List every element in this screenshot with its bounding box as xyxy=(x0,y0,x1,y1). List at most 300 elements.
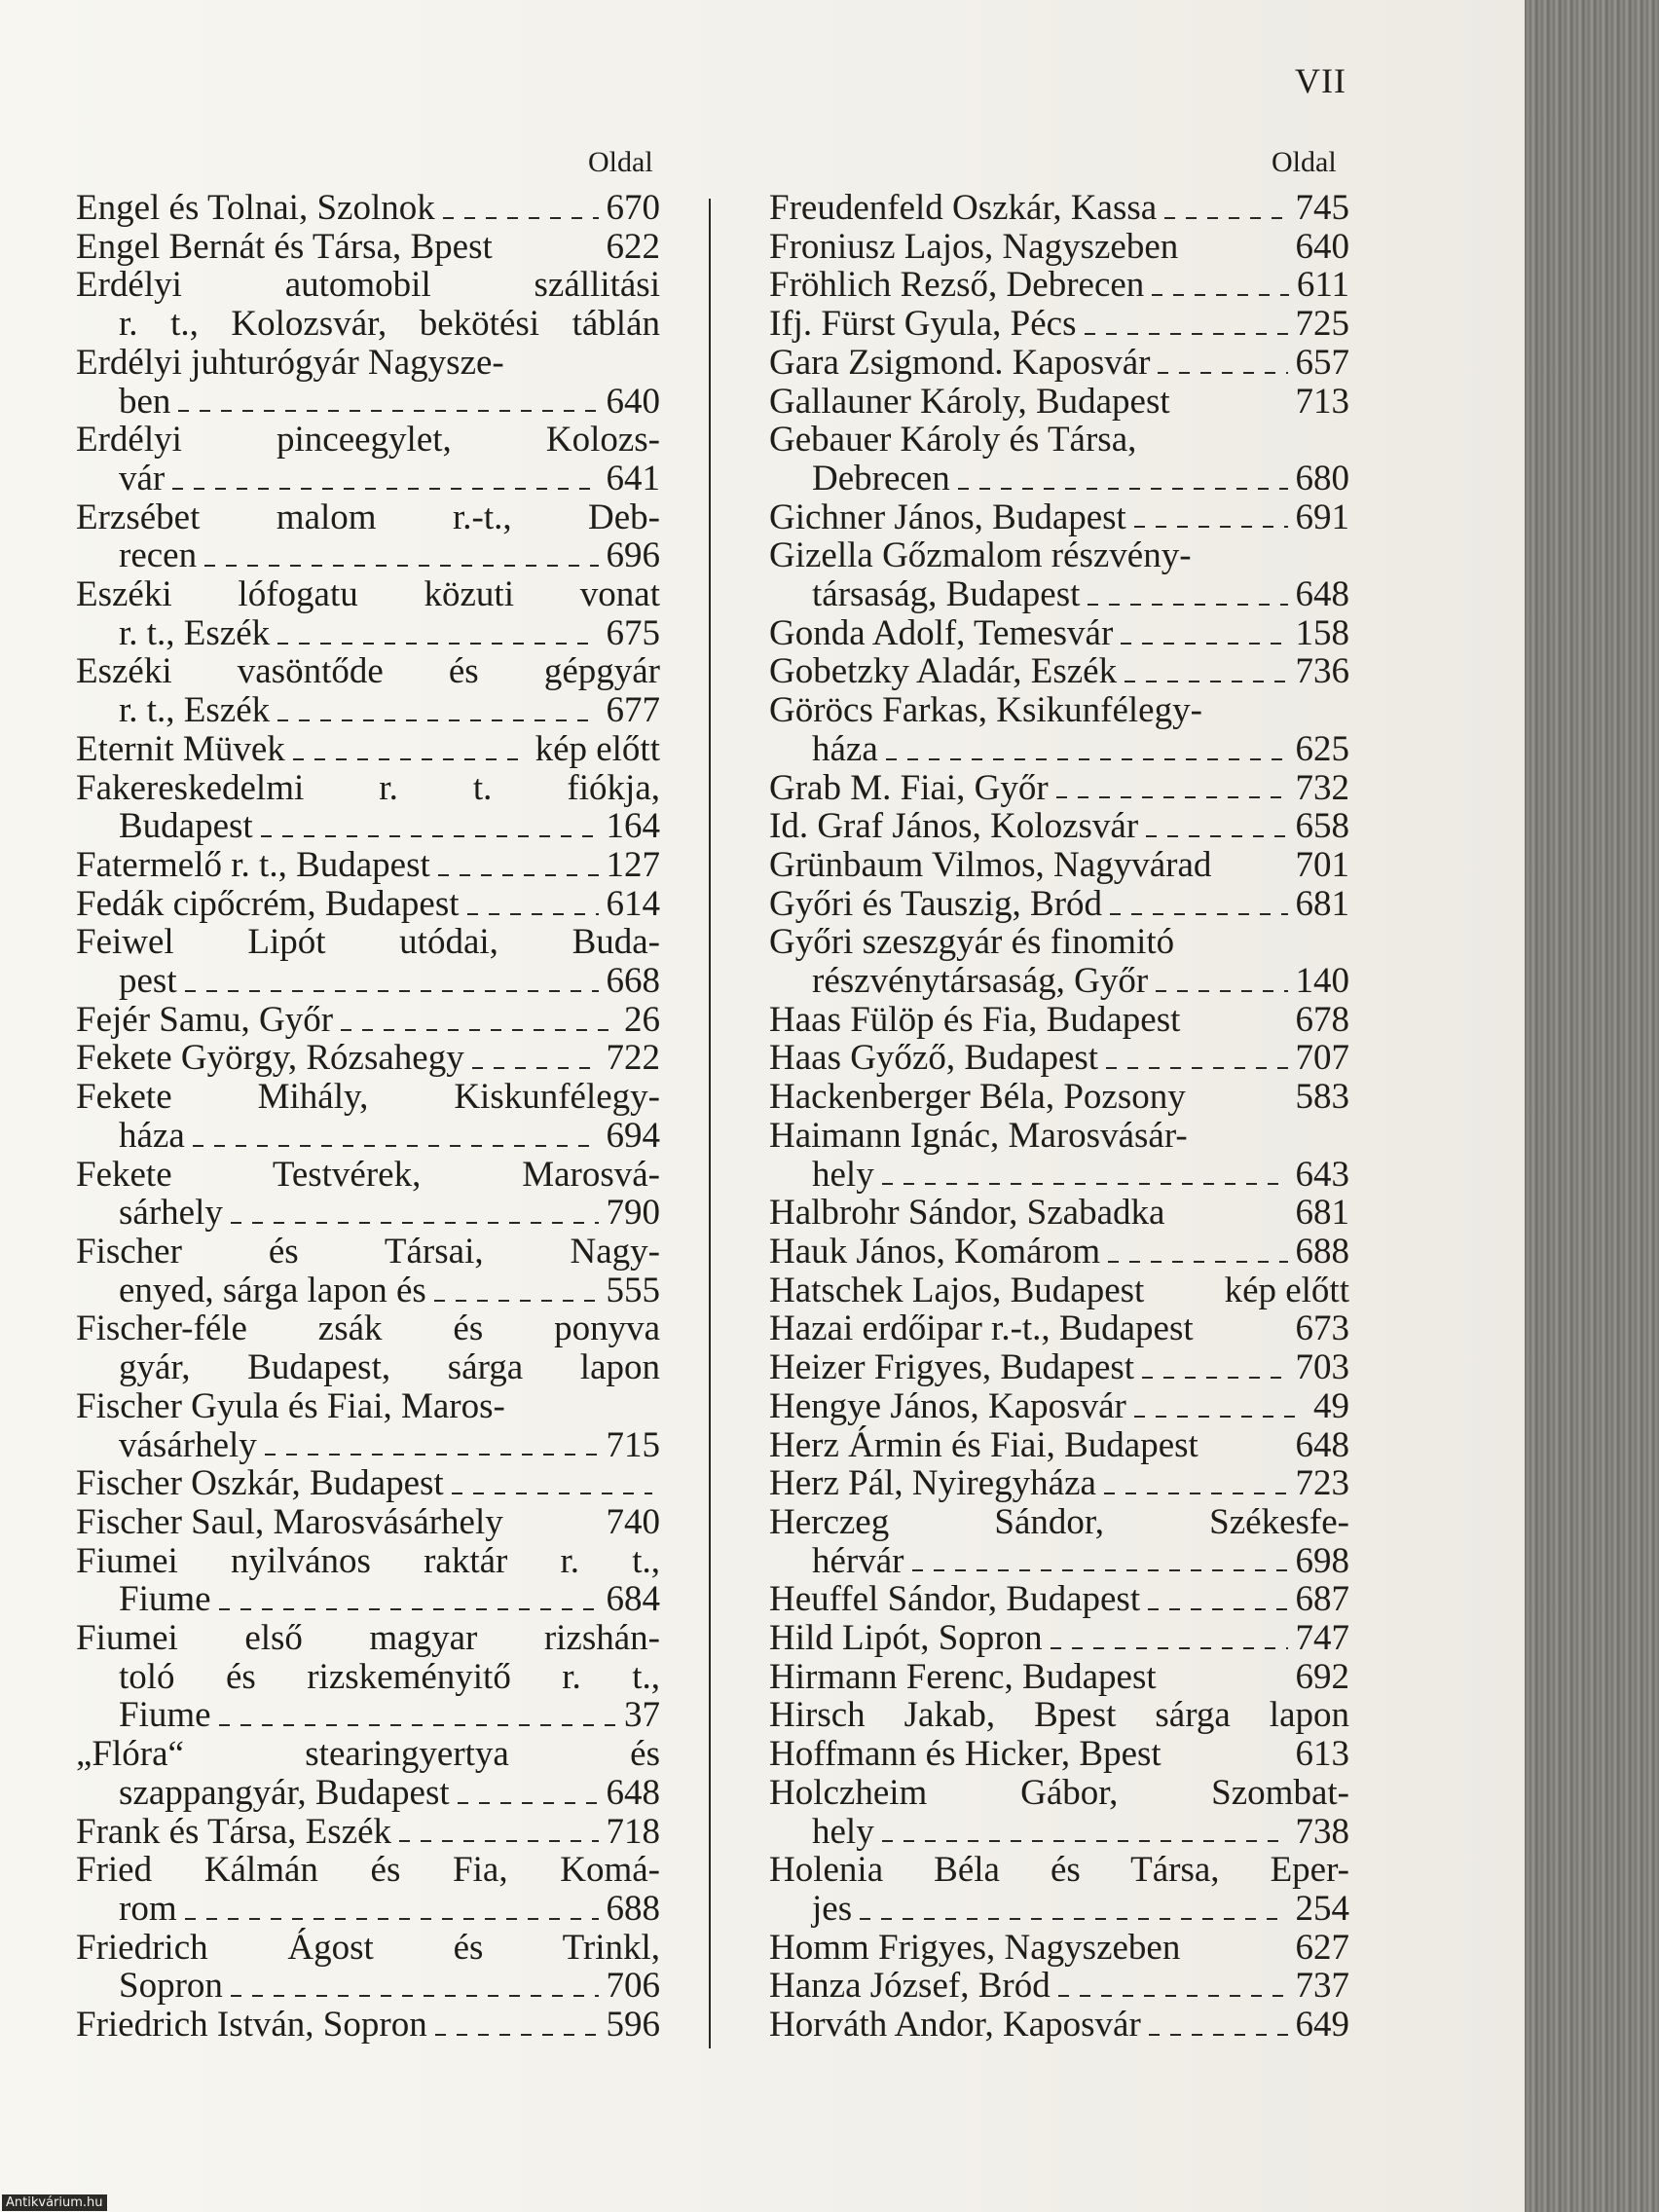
page-ref: 740 xyxy=(606,1501,660,1542)
dot-leader xyxy=(1110,909,1287,915)
page-ref: 736 xyxy=(1295,651,1349,692)
index-entry xyxy=(769,1194,1349,1233)
index-entry-line xyxy=(76,1272,660,1310)
index-entry xyxy=(769,1078,1349,1117)
page-ref: 680 xyxy=(1295,458,1349,498)
entry-name: Frank és Társa, Eszék xyxy=(76,1811,391,1852)
right-index-column xyxy=(769,189,1349,2045)
dot-leader xyxy=(219,1720,616,1726)
dot-leader xyxy=(204,561,598,567)
index-entry xyxy=(769,1735,1349,1774)
index-entry-line xyxy=(769,1117,1349,1156)
index-entry-line xyxy=(76,228,660,267)
dot-leader xyxy=(958,484,1288,490)
dot-leader xyxy=(882,1836,1288,1842)
index-entry-line xyxy=(76,305,660,344)
entry-name: ben xyxy=(119,381,171,422)
index-entry xyxy=(76,1387,660,1464)
entry-name: Fatermelő r. t., Budapest xyxy=(76,844,430,885)
page-ref: 722 xyxy=(606,1038,660,1079)
index-entry xyxy=(769,383,1349,422)
page-ref: kép előtt xyxy=(1224,1270,1349,1310)
index-entry-line xyxy=(769,421,1349,460)
page-ref: 583 xyxy=(1295,1077,1349,1118)
index-entry-line xyxy=(76,962,660,1001)
entry-name: jes xyxy=(812,1888,853,1929)
entry-name: r. t., Eszék xyxy=(119,612,271,653)
dot-leader xyxy=(1152,290,1289,296)
dot-leader xyxy=(1088,600,1287,606)
entry-name: Fakereskedelmi r. t. fiókja, xyxy=(76,767,660,808)
dot-leader xyxy=(178,406,598,412)
page-ref: 677 xyxy=(606,690,660,731)
index-entry-line xyxy=(76,807,660,846)
index-entry xyxy=(76,1813,660,1852)
index-entry xyxy=(769,266,1349,305)
entry-name: Herz Pál, Nyiregyháza xyxy=(769,1463,1096,1504)
index-entry xyxy=(769,1464,1349,1503)
index-entry xyxy=(76,1929,660,2006)
entry-name: Fiumei első magyar rizshán- xyxy=(76,1618,660,1659)
index-entry xyxy=(76,344,660,421)
entry-name: Fiume xyxy=(119,1579,211,1620)
entry-name: sárhely xyxy=(119,1193,223,1234)
book-spine-edge xyxy=(1525,0,1659,2212)
entry-name: Fekete Testvérek, Marosvá- xyxy=(76,1154,660,1195)
entry-name: r. t., Eszék xyxy=(119,690,271,731)
dot-leader xyxy=(399,1836,599,1842)
page-ref: 613 xyxy=(1295,1734,1349,1775)
index-entry-line xyxy=(76,1774,660,1813)
index-entry-line xyxy=(769,846,1349,885)
entry-name: Heizer Frigyes, Budapest xyxy=(769,1347,1135,1388)
page-ref: 555 xyxy=(606,1270,660,1310)
index-entry-line xyxy=(76,2006,660,2045)
index-entry xyxy=(769,652,1349,691)
page-ref: 723 xyxy=(1295,1463,1349,1504)
index-entry-line xyxy=(769,498,1349,537)
entry-name: „Flóra“ stearingyertya és xyxy=(76,1734,660,1775)
dot-leader xyxy=(219,1604,599,1610)
dot-leader xyxy=(452,1489,652,1494)
index-entry-line xyxy=(76,1658,660,1697)
index-entry-line xyxy=(76,691,660,730)
index-entry-line xyxy=(76,1890,660,1929)
entry-name: Hackenberger Béla, Pozsony xyxy=(769,1077,1186,1118)
entry-name: hely xyxy=(812,1811,874,1852)
index-entry-line xyxy=(769,1078,1349,1117)
index-entry-line xyxy=(769,1194,1349,1233)
index-entry xyxy=(76,1619,660,1735)
entry-name: Gichner János, Budapest xyxy=(769,497,1126,537)
index-entry-line xyxy=(769,1735,1349,1774)
index-entry-line xyxy=(76,498,660,537)
index-entry xyxy=(76,1039,660,1078)
dot-leader xyxy=(231,1991,599,1997)
index-entry xyxy=(769,1580,1349,1619)
page-ref: 164 xyxy=(606,806,660,847)
entry-name: vár xyxy=(119,458,166,498)
page-ref: 648 xyxy=(606,1772,660,1813)
dot-leader xyxy=(1085,329,1288,335)
page-ref: 688 xyxy=(606,1888,660,1929)
page-ref: 678 xyxy=(1295,999,1349,1040)
entry-name: Erdélyi pinceegylet, Kolozs- xyxy=(76,420,660,461)
entry-name: Ifj. Fürst Gyula, Pécs xyxy=(769,304,1077,345)
page-ref: 614 xyxy=(606,883,660,924)
dot-leader xyxy=(1134,1412,1306,1418)
page-ref: 692 xyxy=(1295,1656,1349,1697)
index-entry xyxy=(769,1503,1349,1580)
index-entry xyxy=(769,1387,1349,1426)
dot-leader xyxy=(467,909,599,915)
index-entry-line xyxy=(76,1233,660,1272)
index-entry-line xyxy=(769,344,1349,383)
index-entry xyxy=(76,1001,660,1040)
entry-name: Froniusz Lajos, Nagyszeben xyxy=(769,226,1179,267)
index-entry xyxy=(76,1542,660,1619)
entry-name: Hanza József, Bród xyxy=(769,1966,1051,2007)
entry-name: Hild Lipót, Sopron xyxy=(769,1618,1043,1659)
index-entry-line xyxy=(76,1194,660,1233)
index-entry-line xyxy=(769,1696,1349,1735)
index-entry-line xyxy=(769,266,1349,305)
entry-name: rom xyxy=(119,1888,177,1929)
index-entry-line xyxy=(769,1464,1349,1503)
index-entry-line xyxy=(769,1503,1349,1542)
index-entry-line xyxy=(769,1813,1349,1852)
entry-name: recen xyxy=(119,535,198,576)
dot-leader xyxy=(435,2030,599,2036)
index-entry-line xyxy=(769,923,1349,962)
dot-leader xyxy=(1051,1643,1288,1649)
entry-name: Halbrohr Sándor, Szabadka xyxy=(769,1193,1165,1234)
index-entry-line xyxy=(76,1696,660,1735)
index-entry-line xyxy=(76,189,660,228)
dot-leader xyxy=(886,755,1288,760)
entry-name: Fiumei nyilvános raktár r. t., xyxy=(76,1540,660,1581)
dot-leader xyxy=(1158,368,1287,374)
entry-name: Hatschek Lajos, Budapest xyxy=(769,1270,1145,1310)
column-divider xyxy=(709,199,711,2048)
index-entry-line xyxy=(769,614,1349,653)
page-ref: 738 xyxy=(1295,1811,1349,1852)
entry-name: Hirsch Jakab, Bpest sárga lapon xyxy=(769,1695,1349,1736)
page-ref: 140 xyxy=(1295,961,1349,1002)
index-entry-line xyxy=(76,1813,660,1852)
entry-name: Hoffmann és Hicker, Bpest xyxy=(769,1734,1161,1775)
dot-leader xyxy=(1148,1604,1287,1610)
index-entry-line xyxy=(76,536,660,575)
entry-name: Freudenfeld Oszkár, Kassa xyxy=(769,188,1158,228)
index-entry xyxy=(76,846,660,885)
entry-name: Sopron xyxy=(119,1966,223,2007)
entry-name: pest xyxy=(119,961,177,1002)
entry-name: Gizella Gőzmalom részvény- xyxy=(769,535,1192,576)
index-entry-line xyxy=(769,691,1349,730)
index-entry xyxy=(769,1851,1349,1928)
right-column-header: Oldal xyxy=(1272,146,1337,178)
dot-leader xyxy=(293,755,528,760)
page-ref: 718 xyxy=(606,1811,660,1852)
entry-name: Holczheim Gábor, Szombat- xyxy=(769,1772,1349,1813)
index-entry-line xyxy=(76,1426,660,1465)
page-ref: 725 xyxy=(1295,304,1349,345)
index-entry xyxy=(769,1309,1349,1348)
index-entry-line xyxy=(76,1503,660,1542)
index-entry xyxy=(769,614,1349,653)
dot-leader xyxy=(1146,831,1287,837)
dot-leader xyxy=(860,1914,1287,1920)
index-entry-line xyxy=(769,1233,1349,1272)
page-ref: 648 xyxy=(1295,574,1349,615)
index-entry xyxy=(769,1272,1349,1310)
index-entry-line xyxy=(769,460,1349,498)
index-entry-line xyxy=(769,1658,1349,1697)
entry-name: hérvár xyxy=(812,1540,904,1581)
entry-name: Győri szeszgyár és finomitó xyxy=(769,922,1175,963)
index-entry xyxy=(76,923,660,1000)
index-entry-line xyxy=(769,1542,1349,1581)
entry-name: Haas Győző, Budapest xyxy=(769,1038,1099,1079)
index-entry xyxy=(76,1156,660,1233)
index-entry-line xyxy=(76,1464,660,1503)
page-ref: 658 xyxy=(1295,806,1349,847)
index-entry-line xyxy=(76,1348,660,1387)
index-entry xyxy=(769,421,1349,498)
dot-leader xyxy=(438,870,599,876)
dot-leader xyxy=(1156,986,1287,992)
page-ref: 732 xyxy=(1295,767,1349,808)
page-ref: 640 xyxy=(1295,226,1349,267)
entry-name: Hirmann Ferenc, Budapest xyxy=(769,1656,1157,1697)
index-entry-line xyxy=(76,1851,660,1890)
entry-name: Grab M. Fiai, Győr xyxy=(769,767,1049,808)
left-column-header: Oldal xyxy=(588,146,653,178)
page-ref: 158 xyxy=(1295,612,1349,653)
page-ref: 703 xyxy=(1295,1347,1349,1388)
entry-name: Erdélyi automobil szállitási xyxy=(76,265,660,306)
page-ref: 596 xyxy=(606,2005,660,2046)
index-entry xyxy=(769,228,1349,267)
page-ref: 713 xyxy=(1295,381,1349,422)
index-entry xyxy=(76,498,660,575)
index-entry xyxy=(769,1774,1349,1851)
index-entry xyxy=(769,1658,1349,1697)
dot-leader xyxy=(277,639,598,645)
page-ref: 681 xyxy=(1295,1193,1349,1234)
index-entry xyxy=(76,575,660,652)
index-entry-line xyxy=(76,575,660,614)
index-entry xyxy=(769,1426,1349,1465)
page-ref: 640 xyxy=(606,381,660,422)
left-index-column xyxy=(76,189,660,2045)
entry-name: Fischer és Társai, Nagy- xyxy=(76,1231,660,1272)
index-entry xyxy=(769,807,1349,846)
index-entry xyxy=(76,421,660,498)
index-entry-line xyxy=(76,1078,660,1117)
index-entry-line xyxy=(769,575,1349,614)
index-entry-line xyxy=(76,344,660,383)
dot-leader xyxy=(1164,213,1287,219)
dot-leader xyxy=(882,1179,1288,1185)
entry-name: Haimann Ignác, Marosvásár- xyxy=(769,1115,1188,1156)
entry-name: Eszéki lófogatu közuti vonat xyxy=(76,574,660,615)
index-entry xyxy=(769,1039,1349,1078)
index-entry-line xyxy=(769,807,1349,846)
index-entry xyxy=(76,1735,660,1812)
index-entry-line xyxy=(76,652,660,691)
index-entry xyxy=(769,1233,1349,1272)
page-ref: 696 xyxy=(606,535,660,576)
index-entry xyxy=(769,344,1349,383)
index-entry-line xyxy=(76,1619,660,1658)
index-entry-line xyxy=(769,1890,1349,1929)
dot-leader xyxy=(912,1566,1288,1571)
entry-name: Erzsébet malom r.-t., Deb- xyxy=(76,497,660,537)
entry-name: Budapest xyxy=(119,806,253,847)
page-ref: 681 xyxy=(1295,883,1349,924)
page-ref: 127 xyxy=(606,844,660,885)
entry-name: Friedrich Ágost és Trinkl, xyxy=(76,1927,660,1968)
entry-name: Id. Graf János, Kolozsvár xyxy=(769,806,1139,847)
dot-leader xyxy=(443,213,599,219)
dot-leader xyxy=(1142,1373,1287,1379)
entry-name: Göröcs Farkas, Ksikunfélegy- xyxy=(769,690,1202,731)
index-entry-line xyxy=(769,730,1349,769)
dot-leader xyxy=(277,716,598,721)
index-entry xyxy=(76,2006,660,2045)
index-entry xyxy=(76,769,660,846)
page-ref: 670 xyxy=(606,188,660,228)
entry-name: Gallauner Károly, Budapest xyxy=(769,381,1170,422)
index-entry xyxy=(769,1619,1349,1658)
index-entry-line xyxy=(76,846,660,885)
page-ref: 694 xyxy=(606,1115,660,1156)
entry-name: Grünbaum Vilmos, Nagyvárad xyxy=(769,844,1212,885)
index-entry-line xyxy=(769,1387,1349,1426)
page-ref: 37 xyxy=(624,1695,660,1736)
page-ref: 668 xyxy=(606,961,660,1002)
dot-leader xyxy=(458,1798,599,1804)
page-ref: 648 xyxy=(1295,1424,1349,1465)
index-entry-line xyxy=(76,1929,660,1968)
dot-leader xyxy=(1108,1257,1287,1263)
index-entry xyxy=(76,228,660,267)
index-entry-line xyxy=(769,1001,1349,1040)
index-entry xyxy=(76,652,660,729)
dot-leader xyxy=(231,1218,599,1224)
index-entry-line xyxy=(76,1001,660,1040)
index-entry xyxy=(76,1233,660,1309)
page-ref: 707 xyxy=(1295,1038,1349,1079)
page-ref: 745 xyxy=(1295,188,1349,228)
index-entry-line xyxy=(76,923,660,962)
index-entry xyxy=(76,885,660,924)
entry-name: Friedrich István, Sopron xyxy=(76,2005,427,2046)
index-entry xyxy=(769,691,1349,768)
entry-name: Herz Ármin és Fiai, Budapest xyxy=(769,1424,1198,1465)
dot-leader xyxy=(1058,1991,1288,1997)
index-entry-line xyxy=(769,885,1349,924)
page-ref: 706 xyxy=(606,1966,660,2007)
page-ref: 26 xyxy=(624,999,660,1040)
index-entry-line xyxy=(769,1851,1349,1890)
entry-name: Herczeg Sándor, Székesfe- xyxy=(769,1501,1349,1542)
index-entry-line xyxy=(76,1580,660,1619)
index-entry-line xyxy=(76,460,660,498)
page-ref: kép előtt xyxy=(535,728,660,769)
entry-name: hely xyxy=(812,1154,874,1195)
entry-name: társaság, Budapest xyxy=(812,574,1081,615)
index-entry-line xyxy=(769,1426,1349,1465)
index-entry xyxy=(76,1503,660,1542)
index-entry xyxy=(769,885,1349,924)
index-entry xyxy=(769,189,1349,228)
entry-name: Fiume xyxy=(119,1695,211,1736)
index-entry xyxy=(76,189,660,228)
index-entry xyxy=(769,923,1349,1000)
index-entry-line xyxy=(769,1039,1349,1078)
index-entry-line xyxy=(76,383,660,422)
dot-leader xyxy=(1149,2030,1288,2036)
page-ref: 688 xyxy=(1295,1231,1349,1272)
index-entry xyxy=(769,305,1349,344)
page-ref: 698 xyxy=(1295,1540,1349,1581)
index-entry-line xyxy=(769,1309,1349,1348)
index-entry-line xyxy=(76,1735,660,1774)
entry-name: Fischer Gyula és Fiai, Maros- xyxy=(76,1385,505,1426)
page-ref: 625 xyxy=(1295,728,1349,769)
index-entry-line xyxy=(769,1348,1349,1387)
entry-name: szappangyár, Budapest xyxy=(119,1772,450,1813)
index-entry-line xyxy=(769,228,1349,267)
index-entry-line xyxy=(769,1967,1349,2006)
dot-leader xyxy=(1121,639,1287,645)
entry-name: Eszéki vasöntőde és gépgyár xyxy=(76,651,660,692)
index-entry-line xyxy=(769,1156,1349,1195)
dot-leader xyxy=(341,1025,616,1031)
entry-name: Haas Fülöp és Fia, Budapest xyxy=(769,999,1181,1040)
index-entry xyxy=(76,1464,660,1503)
entry-name: Holenia Béla és Társa, Eper- xyxy=(769,1850,1349,1891)
page-ref: 684 xyxy=(606,1579,660,1620)
entry-name: Győri és Tauszig, Bród xyxy=(769,883,1103,924)
entry-name: r. t., Kolozsvár, bekötési táblán xyxy=(119,304,660,345)
index-entry-line xyxy=(76,1387,660,1426)
index-entry-line xyxy=(76,1967,660,2006)
index-entry xyxy=(769,498,1349,537)
page-ref: 715 xyxy=(606,1424,660,1465)
index-entry xyxy=(769,769,1349,808)
index-entry xyxy=(76,1309,660,1386)
index-entry xyxy=(76,266,660,343)
entry-name: gyár, Budapest, sárga lapon xyxy=(119,1347,660,1388)
page-ref: 691 xyxy=(1295,497,1349,537)
index-entry-line xyxy=(769,2006,1349,2045)
index-entry xyxy=(769,1696,1349,1735)
page-ref: 627 xyxy=(1295,1927,1349,1968)
page-ref: 737 xyxy=(1295,1966,1349,2007)
index-entry-line xyxy=(76,730,660,769)
entry-name: Horváth Andor, Kaposvár xyxy=(769,2005,1141,2046)
entry-name: Gobetzky Aladár, Eszék xyxy=(769,651,1118,692)
page-ref: 675 xyxy=(606,612,660,653)
index-entry-line xyxy=(76,885,660,924)
page-ref: 643 xyxy=(1295,1154,1349,1195)
index-entry-line xyxy=(769,1272,1349,1310)
dot-leader xyxy=(1134,522,1288,528)
